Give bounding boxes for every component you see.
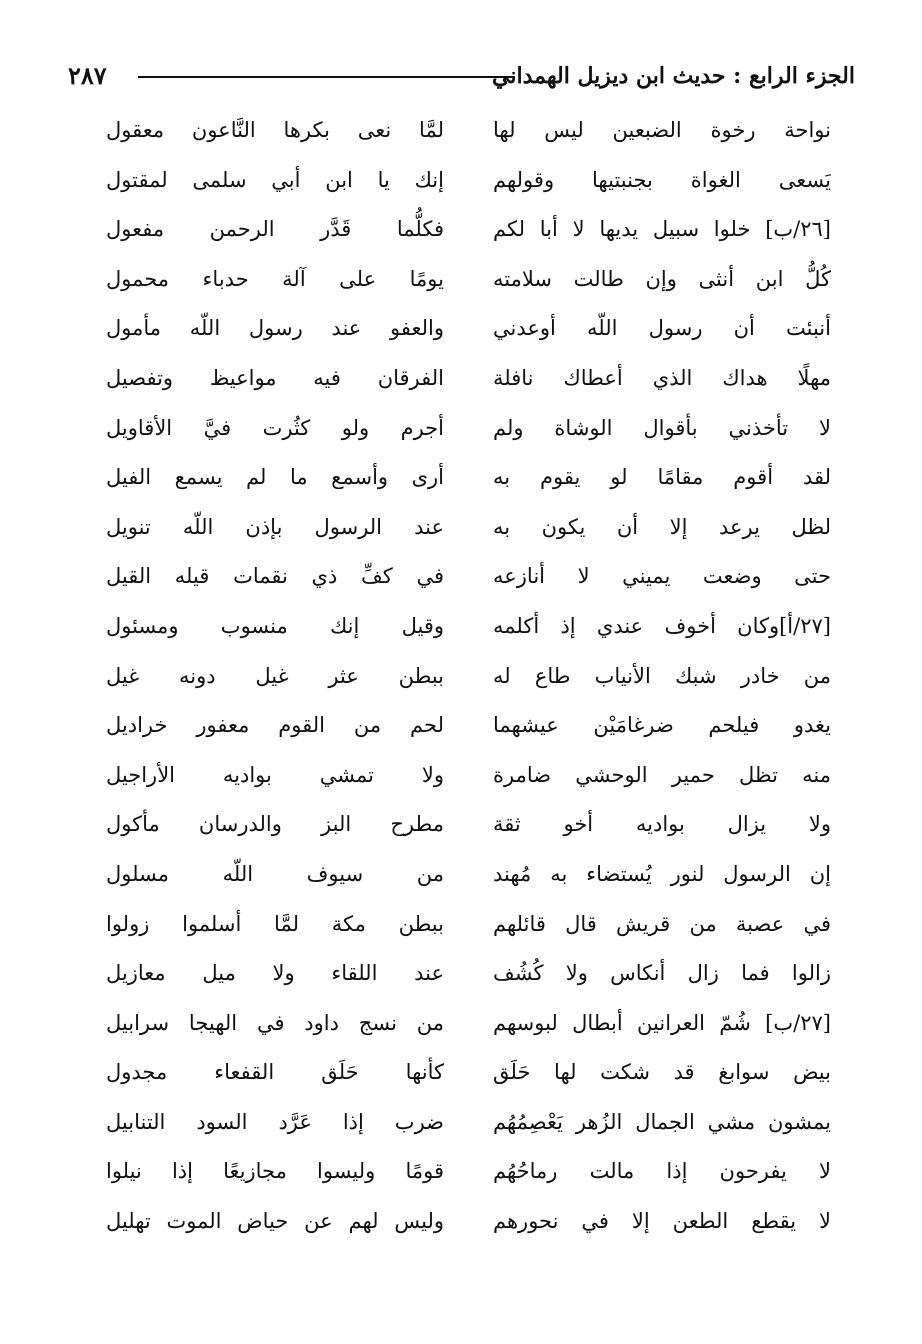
left-column-verse-line: ولا تمشي بواديه الأراجيل bbox=[106, 762, 444, 787]
left-column-verse-line: فكلُّما قَدَّر الرحمن مفعول bbox=[106, 217, 444, 242]
left-column-verse-line: من سيوف اللّه مسلول bbox=[106, 861, 444, 886]
right-column-verse-line: حتى وضعت يميني لا أنازعه bbox=[493, 564, 831, 589]
left-column-verse-line: إنك يا ابن أبي سلمى لمقتول bbox=[106, 167, 444, 192]
running-title: الجزء الرابع : حديث ابن ديزيل الهمداني bbox=[492, 63, 855, 89]
left-column-verse-line: ببطن عثر غيل دونه غيل bbox=[106, 663, 444, 688]
right-column-verse-line: إن الرسول لنور يُستضاء به مُهند bbox=[493, 861, 831, 886]
left-column-verse-line: من نسج داود في الهيجا سرابيل bbox=[106, 1010, 444, 1035]
left-column-verse-line: والعفو عند رسول اللّه مأمول bbox=[106, 316, 444, 341]
header-rule bbox=[138, 76, 514, 78]
left-column-verse-line: لمَّا نعى بكرها النَّاعون معقول bbox=[106, 118, 444, 142]
left-column-verse-line: وليس لهم عن حياض الموت تهليل bbox=[106, 1209, 444, 1234]
right-column-verse-line: أنبئت أن رسول اللّه أوعدني bbox=[493, 316, 831, 341]
right-column-verse-line: لا يقطع الطعن إلا في نحورهم bbox=[493, 1209, 831, 1234]
left-column-verse-line: الفرقان فيه مواعيظ وتفصيل bbox=[106, 365, 444, 390]
left-column-hemistichs bbox=[106, 106, 444, 1247]
left-column-verse-line: أجرم ولو كثُرت فيَّ الأقاويل bbox=[106, 415, 444, 440]
left-column-verse-line: في كفِّ ذي نقمات قيله القيل bbox=[106, 564, 444, 589]
left-column-verse-line: قومًا وليسوا مجازيعًا إذا نيلوا bbox=[106, 1159, 444, 1184]
right-column-verse-line: [٢٦/ب] خلوا سبيل يديها لا أبا لكم bbox=[493, 217, 831, 242]
left-column-verse-line: يومًا على آلة حدباء محمول bbox=[106, 266, 444, 291]
right-column-verse-line: نواحة رخوة الضبعين ليس لها bbox=[493, 118, 831, 142]
right-column-verse-line: مهلًا هداك الذي أعطاك نافلة bbox=[493, 365, 831, 390]
right-column-verse-line: [٢٧/أ]وكان أخوف عندي إذ أكلمه bbox=[493, 613, 831, 638]
left-column-verse-line: مطرح البز والدرسان مأكول bbox=[106, 812, 444, 837]
right-column-verse-line: من خادر شبك الأنياب طاع له bbox=[493, 663, 831, 688]
right-column-verse-line: كُلُّ ابن أنثى وإن طالت سلامته bbox=[493, 266, 831, 291]
left-column-verse-line: ببطن مكة لمَّا أسلموا زولوا bbox=[106, 911, 444, 936]
right-column-verse-line: لا يفرحون إذا مالت رماحُهُم bbox=[493, 1159, 831, 1184]
right-column-verse-line: زالوا فما زال أنكاس ولا كُشُف bbox=[493, 961, 831, 986]
left-column-verse-line: وقيل إنك منسوب ومسئول bbox=[106, 613, 444, 638]
page-header bbox=[60, 56, 855, 96]
page-number: ٢٨٧ bbox=[68, 61, 107, 90]
left-column-verse-line: لحم من القوم معفور خراديل bbox=[106, 713, 444, 738]
right-column-verse-line: منه تظل حمير الوحشي ضامرة bbox=[493, 762, 831, 787]
left-column-verse-line: ضرب إذا عَرَّد السود التنابيل bbox=[106, 1109, 444, 1134]
right-column-verse-line: بيض سوابغ قد شكت لها حَلَق bbox=[493, 1060, 831, 1085]
right-column-verse-line: [٢٧/ب] شُمّ العرانين أبطال لبوسهم bbox=[493, 1010, 831, 1035]
right-column-verse-line: في عصبة من قريش قال قائلهم bbox=[493, 911, 831, 936]
right-column-verse-line: لظل يرعد إلا أن يكون به bbox=[493, 514, 831, 539]
right-column-verse-line: يَسعى الغواة بجنبتيها وقولهم bbox=[493, 167, 831, 192]
right-column-hemistichs bbox=[493, 106, 831, 1247]
right-column-verse-line: يغدو فيلحم ضرغامَيْن عيشهما bbox=[493, 713, 831, 738]
right-column-verse-line: يمشون مشي الجمال الزُهر يَعْصِمُهُم bbox=[493, 1109, 831, 1134]
right-column-verse-line: لقد أقوم مقامًا لو يقوم به bbox=[493, 465, 831, 490]
right-column-verse-line: ولا يزال بواديه أخو ثقة bbox=[493, 812, 831, 837]
left-column-verse-line: أرى وأسمع ما لم يسمع الفيل bbox=[106, 465, 444, 490]
left-column-verse-line: كأنها حَلَق القفعاء مجدول bbox=[106, 1060, 444, 1085]
left-column-verse-line: عند اللقاء ولا ميل معازيل bbox=[106, 961, 444, 986]
right-column-verse-line: لا تأخذني بأقوال الوشاة ولم bbox=[493, 415, 831, 440]
left-column-verse-line: عند الرسول بإذن اللّه تنويل bbox=[106, 514, 444, 539]
